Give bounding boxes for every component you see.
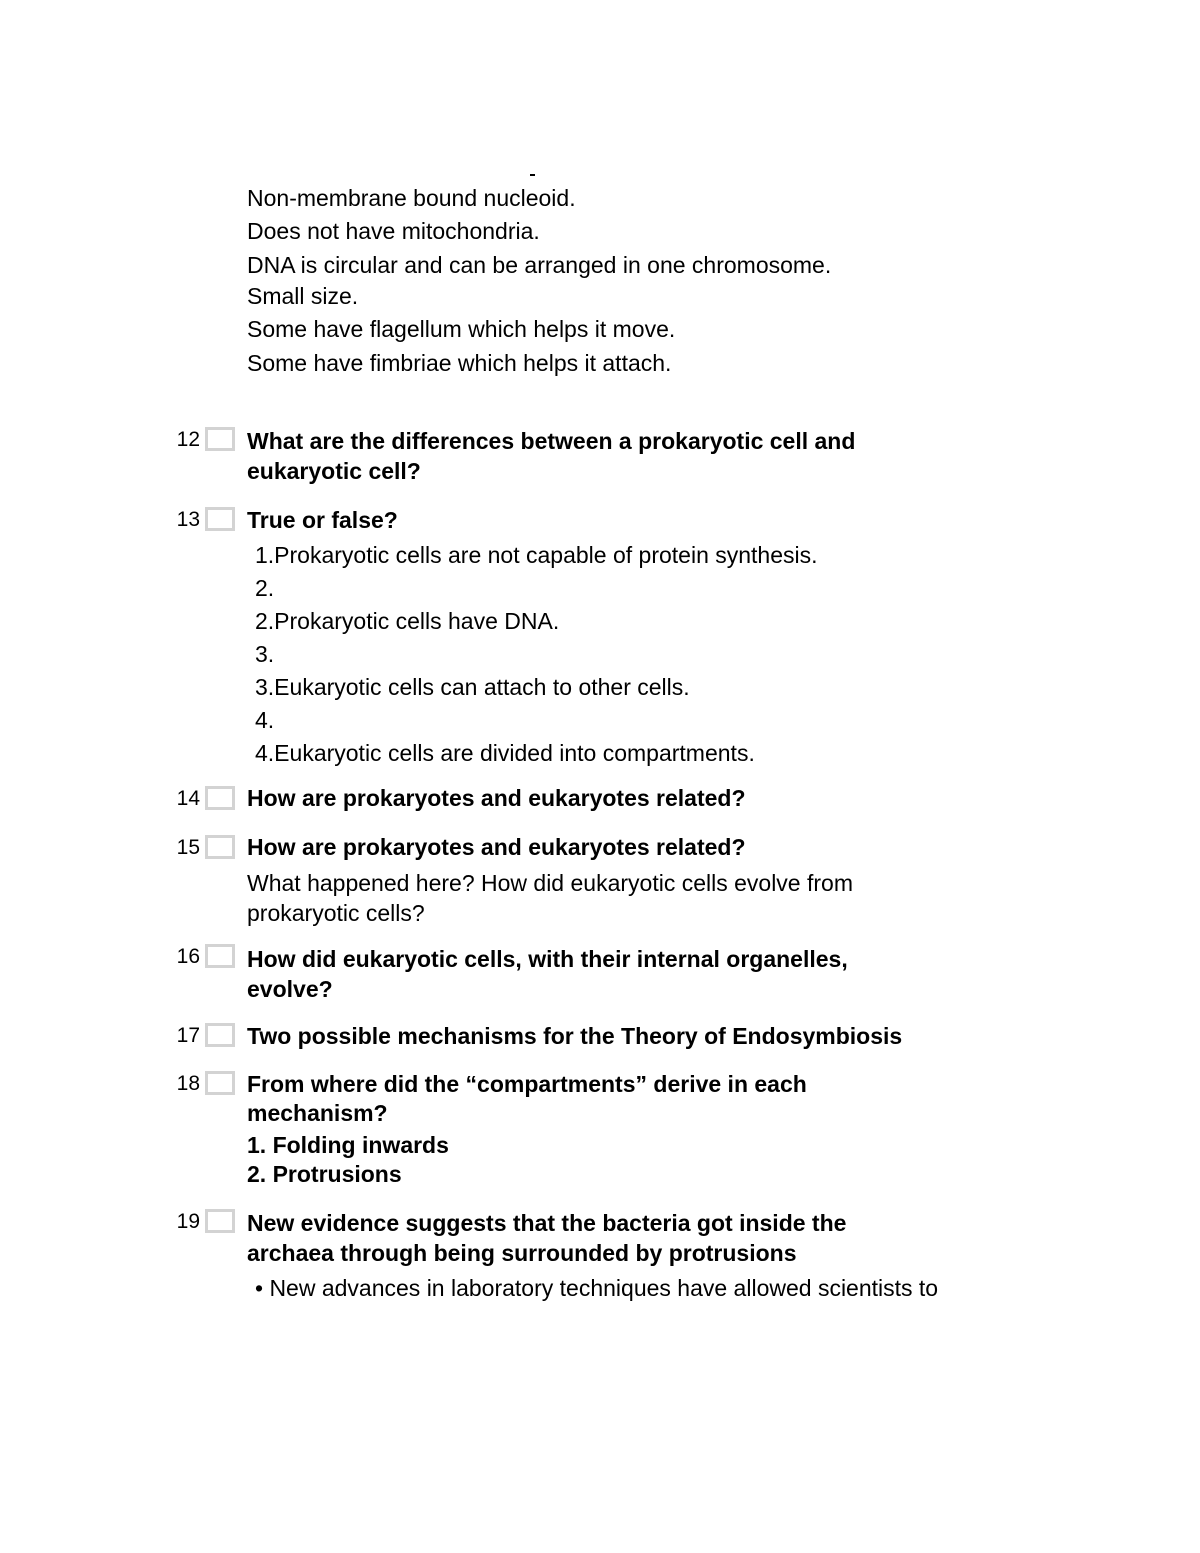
intro-line: Some have flagellum which helps it move. <box>247 316 676 342</box>
intro-line: Does not have mitochondria. <box>247 218 540 244</box>
question-number: 14 <box>176 787 200 810</box>
slide-checkbox[interactable] <box>205 1209 235 1233</box>
slide-checkbox[interactable] <box>205 507 235 531</box>
answer-item: What happened here? How did eukaryotic cells evolve from <box>247 870 853 896</box>
answer-item: 4.Eukaryotic cells are divided into compartments. <box>255 740 755 766</box>
answer-item: 3. <box>255 641 275 667</box>
question-number: 16 <box>176 945 200 968</box>
answer-item: 2.Prokaryotic cells have DNA. <box>255 608 560 634</box>
slide-checkbox[interactable] <box>205 835 235 859</box>
stray-mark <box>530 174 535 176</box>
question-number: 17 <box>176 1024 200 1047</box>
answer-item: 3.Eukaryotic cells can attach to other cells. <box>255 674 690 700</box>
question-text: Two possible mechanisms for the Theory of Endosymbiosis <box>247 1023 903 1049</box>
question-text: 1. Folding inwards <box>247 1132 449 1158</box>
question-text: How are prokaryotes and eukaryotes related? <box>247 785 746 811</box>
question-text: True or false? <box>247 507 398 533</box>
intro-line: DNA is circular and can be arranged in one chromosome. <box>247 252 832 278</box>
question-text: How are prokaryotes and eukaryotes related? <box>247 834 746 860</box>
question-number: 15 <box>176 836 200 859</box>
question-text: archaea through being surrounded by protrusions <box>247 1240 797 1266</box>
question-text: eukaryotic cell? <box>247 458 421 484</box>
intro-line: Small size. <box>247 283 359 309</box>
question-number: 13 <box>176 508 200 531</box>
intro-line: Non-membrane bound nucleoid. <box>247 185 576 211</box>
slide-checkbox[interactable] <box>205 427 235 451</box>
intro-line: Some have fimbriae which helps it attach. <box>247 350 672 376</box>
slide-checkbox[interactable] <box>205 786 235 810</box>
slide-checkbox[interactable] <box>205 944 235 968</box>
answer-item: 4. <box>255 707 275 733</box>
slide-checkbox[interactable] <box>205 1023 235 1047</box>
question-number: 19 <box>176 1210 200 1233</box>
question-text: mechanism? <box>247 1100 388 1126</box>
question-text: evolve? <box>247 976 333 1002</box>
question-text: What are the differences between a prokaryotic cell and <box>247 428 856 454</box>
answer-item: 2. <box>255 575 275 601</box>
question-text: 2. Protrusions <box>247 1161 402 1187</box>
bullet-item: • New advances in laboratory techniques have allowed scientists to <box>255 1275 939 1301</box>
question-number: 12 <box>176 428 200 451</box>
question-number: 18 <box>176 1072 200 1095</box>
answer-item: prokaryotic cells? <box>247 900 425 926</box>
question-text: How did eukaryotic cells, with their internal organelles, <box>247 946 848 972</box>
question-text: New evidence suggests that the bacteria got inside the <box>247 1210 847 1236</box>
answer-item: 1.Prokaryotic cells are not capable of protein synthesis. <box>255 542 818 568</box>
question-text: From where did the “compartments” derive in each <box>247 1071 807 1097</box>
slide-checkbox[interactable] <box>205 1071 235 1095</box>
